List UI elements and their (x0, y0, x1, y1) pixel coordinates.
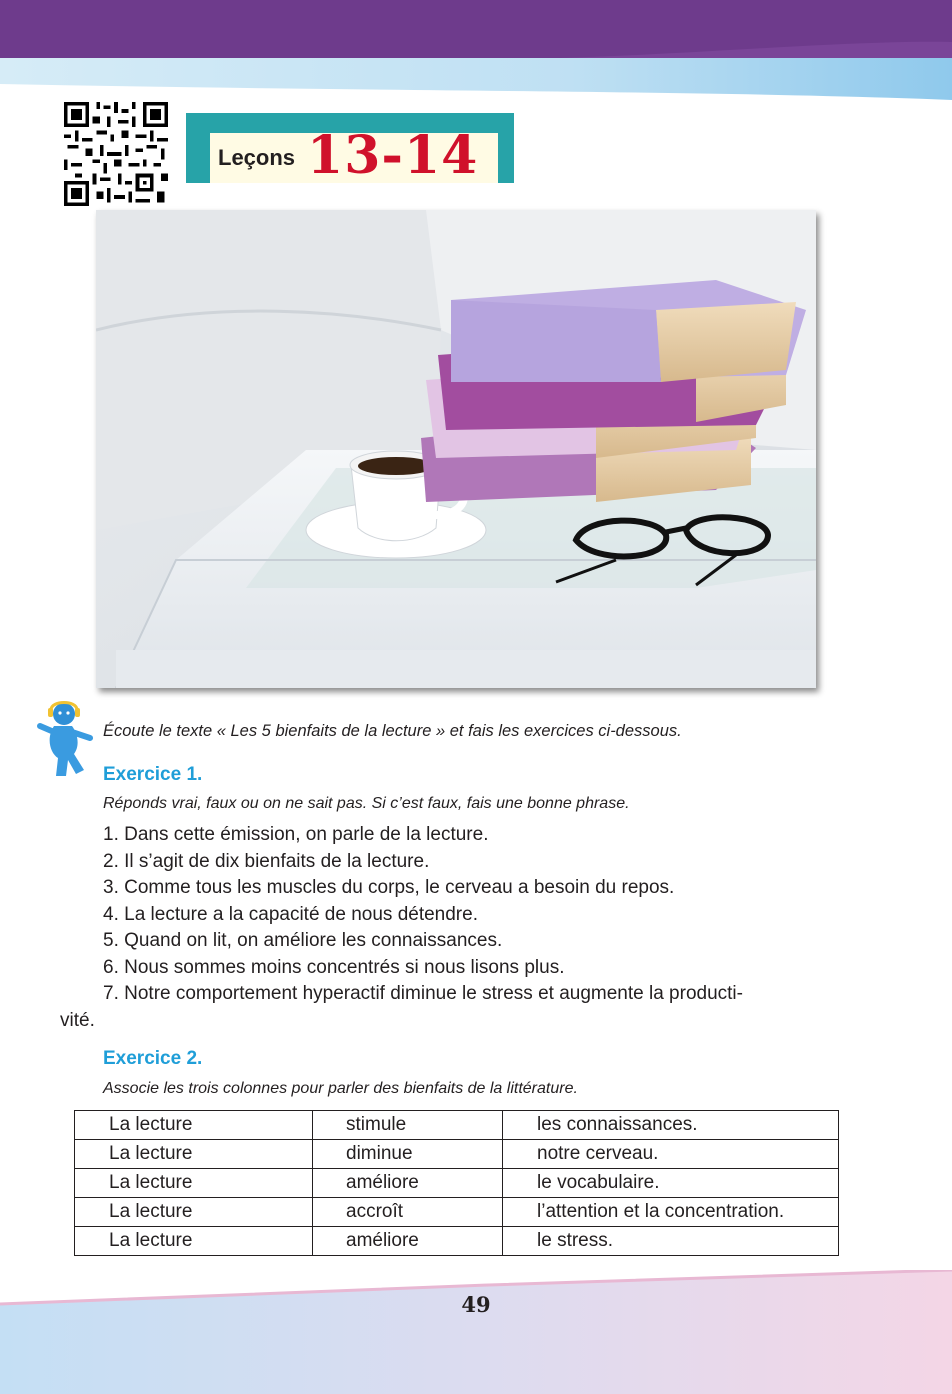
object-cell: le stress. (503, 1227, 839, 1256)
object-cell: l’attention et la concentration. (503, 1198, 839, 1227)
table-row (75, 1198, 839, 1227)
verb-cell: stimule (313, 1111, 503, 1140)
header-band (0, 0, 952, 100)
lesson-word: Leçons (218, 145, 296, 170)
object-cell: les connaissances. (503, 1111, 839, 1140)
statement-7-continuation: vité. (60, 1009, 95, 1031)
listening-character-icon (36, 698, 102, 780)
object-cell: notre cerveau. (503, 1140, 839, 1169)
subject-cell: La lecture (75, 1169, 313, 1198)
page-number: 49 (461, 1292, 491, 1317)
verb-cell: diminue (313, 1140, 503, 1169)
books-coffee-photo (96, 210, 816, 688)
table-row (75, 1111, 839, 1140)
exercise1-statements (60, 822, 850, 1034)
statement-5: 5. Quand on lit, on améliore les connaissances. (103, 930, 503, 951)
table-row (75, 1227, 839, 1256)
table-row (75, 1140, 839, 1169)
verb-cell: accroît (313, 1198, 503, 1227)
statement-4: 4. La lecture a la capacité de nous détendre. (103, 903, 478, 925)
statement-3: 3. Comme tous les muscles du corps, le cerveau a besoin du repos. (103, 877, 675, 898)
exercise2-instruction: Associe les trois colonnes pour parler des bienfaits de la littérature. (103, 1080, 578, 1097)
verb-cell: améliore (313, 1227, 503, 1256)
statement-6: 6. Nous sommes moins concentrés si nous lisons plus. (103, 956, 565, 978)
lesson-number: 13-14 (307, 125, 479, 186)
subject-cell: La lecture (75, 1140, 313, 1169)
matching-table (74, 1110, 839, 1256)
subject-cell: La lecture (75, 1227, 313, 1256)
lesson-title-box (186, 113, 514, 186)
lesson-title-inner (210, 125, 498, 186)
statement-1: 1. Dans cette émission, on parle de la lecture. (103, 824, 489, 845)
statement-7: 7. Notre comportement hyperactif diminue le stress et augmente la producti- (103, 983, 743, 1004)
subject-cell: La lecture (75, 1111, 313, 1140)
footer-band (0, 1270, 952, 1394)
subject-cell: La lecture (75, 1198, 313, 1227)
exercise1-title: Exercice 1. (103, 764, 203, 785)
statement-2: 2. Il s’agit de dix bienfaits de la lecture. (103, 850, 430, 872)
table-row (75, 1169, 839, 1198)
qr-code-icon[interactable] (64, 102, 168, 206)
exercise2-title: Exercice 2. (103, 1048, 203, 1069)
verb-cell: améliore (313, 1169, 503, 1198)
object-cell: le vocabulaire. (503, 1169, 839, 1198)
intro-instruction: Écoute le texte « Les 5 bienfaits de la lecture » et fais les exercices ci-dessous. (103, 722, 682, 740)
exercise1-instruction: Réponds vrai, faux ou on ne sait pas. Si c’est faux, fais une bonne phrase. (103, 795, 630, 812)
